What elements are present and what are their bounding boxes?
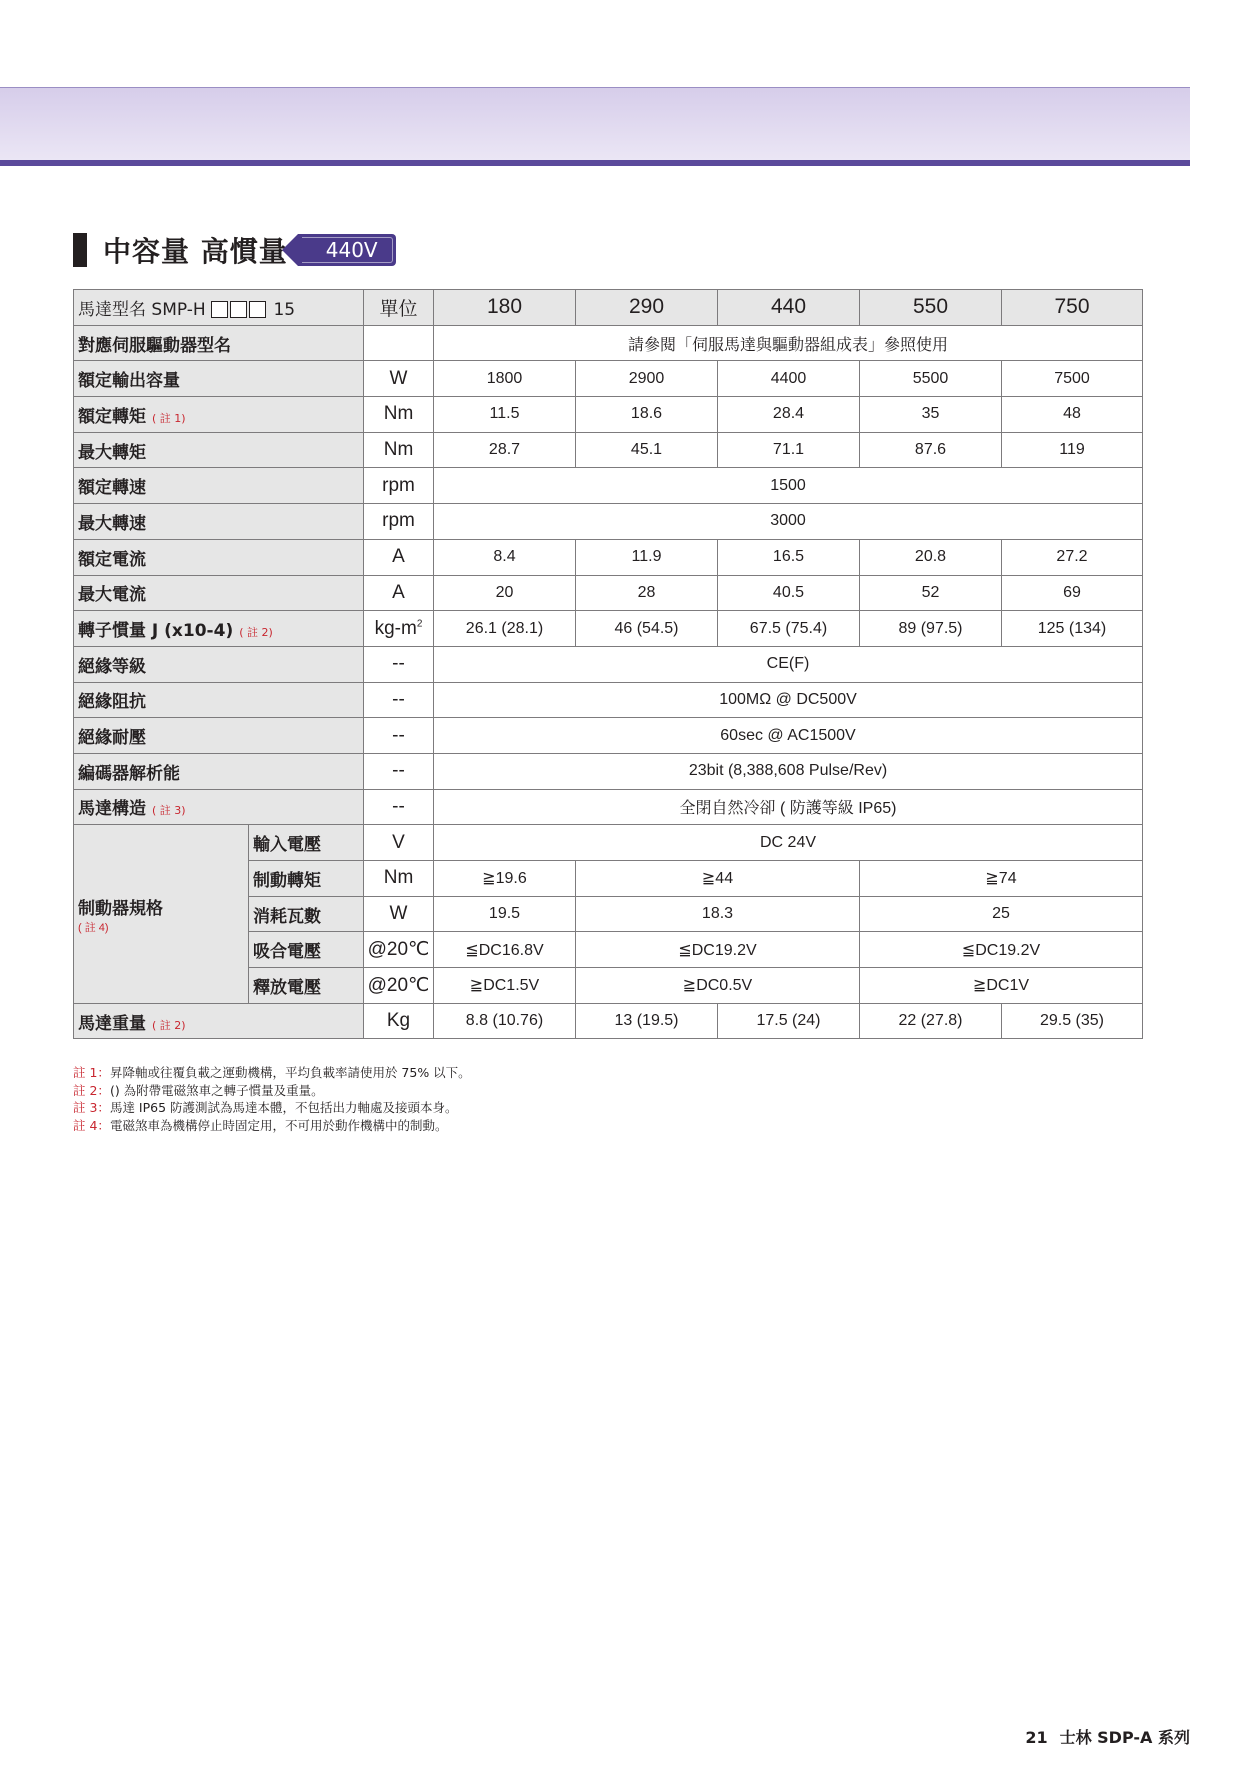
table-row [74, 397, 1143, 433]
value-cell: 11.9 [576, 539, 718, 575]
span-value-cell: 23bit (8,388,608 Pulse/Rev) [434, 753, 1143, 789]
unit-text: -- [392, 653, 405, 675]
unit-cell [364, 575, 434, 611]
note-tag: ( 註 3) [152, 804, 186, 818]
unit-text: -- [392, 760, 405, 782]
span-value-cell: 3000 [434, 504, 1143, 540]
brake-sub-label: 制動轉矩 [249, 861, 364, 897]
value-cell: 5500 [860, 361, 1002, 397]
unit-text: W [389, 903, 408, 925]
row-label-text: 編碼器解析能 [78, 763, 180, 784]
model-col-header: 290 [576, 290, 718, 326]
span-value-cell: 100MΩ @ DC500V [434, 682, 1143, 718]
unit-cell [364, 361, 434, 397]
value-cell: ≧44 [576, 861, 860, 897]
model-col-header: 550 [860, 290, 1002, 326]
row-label-text: 絕緣等級 [78, 656, 146, 677]
row-label-text: 絕緣耐壓 [78, 728, 146, 749]
brake-sub-label: 輸入電壓 [249, 825, 364, 861]
footnote: 註 4：電磁煞車為機構停止時固定用，不可用於動作機構中的制動。 [73, 1117, 448, 1133]
unit-text: A [392, 581, 405, 603]
unit-cell [364, 932, 434, 968]
brake-sub-label: 吸合電壓 [249, 932, 364, 968]
value-cell: ≧DC1V [860, 968, 1143, 1004]
value-cell: ≦DC16.8V [434, 932, 576, 968]
model-prefix: 馬達型名 SMP-H [78, 299, 206, 320]
span-value-cell: 1500 [434, 468, 1143, 504]
footnote: 註 2：() 為附帶電磁煞車之轉子慣量及重量。 [73, 1082, 324, 1098]
value-cell: 28 [576, 575, 718, 611]
value-cell: 7500 [1002, 361, 1143, 397]
row-label [74, 575, 364, 611]
value-cell: 69 [1002, 575, 1143, 611]
value-cell: 18.3 [576, 896, 860, 932]
unit-text: -- [392, 795, 405, 817]
note-tag: ( 註 2) [152, 1018, 186, 1032]
value-cell: 18.6 [576, 397, 718, 433]
value-cell: 1800 [434, 361, 576, 397]
value-cell: 8.4 [434, 539, 576, 575]
row-label [74, 1003, 364, 1039]
row-label-text: 最大轉矩 [78, 442, 146, 463]
model-placeholder-boxes [211, 300, 268, 320]
unit-text: Kg [386, 1010, 411, 1032]
unit-cell [364, 539, 434, 575]
table-row [74, 682, 1143, 718]
note-tag: ( 註 4) [78, 921, 109, 934]
unit-cell [364, 504, 434, 540]
value-cell: 89 (97.5) [860, 611, 1002, 647]
unit-text: @20℃ [367, 974, 430, 996]
value-cell: 40.5 [718, 575, 860, 611]
table-row [74, 646, 1143, 682]
value-cell: ≧74 [860, 861, 1143, 897]
unit-text: Nm [383, 867, 414, 889]
unit-text: -- [392, 688, 405, 710]
table-row [74, 539, 1143, 575]
value-cell: 67.5 (75.4) [718, 611, 860, 647]
table-row [74, 504, 1143, 540]
unit-text: V [392, 831, 405, 853]
row-label-text: 絕緣阻抗 [78, 692, 146, 713]
row-label [74, 361, 364, 397]
unit-cell [364, 1003, 434, 1039]
unit-text: @20℃ [367, 939, 430, 961]
unit-cell [364, 968, 434, 1004]
unit-text: A [392, 546, 405, 568]
row-label-text: 額定輸出容量 [78, 371, 180, 392]
note-tag: ( 註 2) [239, 626, 273, 640]
span-value-cell: 請參閱「伺服馬達與驅動器組成表」參照使用 [434, 325, 1143, 361]
value-cell: 26.1 (28.1) [434, 611, 576, 647]
value-cell: 11.5 [434, 397, 576, 433]
unit-cell [364, 325, 434, 361]
brake-sub-label: 釋放電壓 [249, 968, 364, 1004]
value-cell: 71.1 [718, 432, 860, 468]
value-cell: ≧DC1.5V [434, 968, 576, 1004]
row-label-text: 轉子慣量 J (x10-4) [78, 621, 234, 642]
table-row [74, 468, 1143, 504]
value-cell: 25 [860, 896, 1143, 932]
unit-text: rpm [382, 474, 415, 496]
value-cell: ≦DC19.2V [860, 932, 1143, 968]
value-cell: ≧19.6 [434, 861, 576, 897]
span-value-cell: 全閉自然冷卻 ( 防護等級 IP65) [434, 789, 1143, 825]
row-label-text: 額定轉矩 [78, 406, 146, 427]
row-label-text: 額定轉速 [78, 478, 146, 499]
value-cell: 45.1 [576, 432, 718, 468]
table-row [74, 753, 1143, 789]
value-cell: 19.5 [434, 896, 576, 932]
table-row [74, 432, 1143, 468]
unit-cell [364, 861, 434, 897]
span-value-cell: CE(F) [434, 646, 1143, 682]
row-label [74, 397, 364, 433]
value-cell: 125 (134) [1002, 611, 1143, 647]
value-cell: 2900 [576, 361, 718, 397]
span-value-cell: DC 24V [434, 825, 1143, 861]
row-label [74, 646, 364, 682]
brake-sub-label: 消耗瓦數 [249, 896, 364, 932]
row-label [74, 789, 364, 825]
value-cell: 29.5 (35) [1002, 1003, 1143, 1039]
section-title [73, 229, 396, 271]
table-row [74, 718, 1143, 754]
value-cell: 87.6 [860, 432, 1002, 468]
table-row [74, 325, 1143, 361]
value-cell: 48 [1002, 397, 1143, 433]
unit-cell [364, 611, 434, 647]
page-footer [1013, 1725, 1190, 1748]
table-row [74, 1003, 1143, 1039]
row-label-text: 對應伺服驅動器型名 [78, 335, 231, 356]
unit-text: Nm [383, 439, 414, 461]
unit-cell [364, 682, 434, 718]
row-label [74, 682, 364, 718]
model-col-header: 180 [434, 290, 576, 326]
value-cell: ≦DC19.2V [576, 932, 860, 968]
unit-superscript: 2 [416, 618, 423, 630]
value-cell: 35 [860, 397, 1002, 433]
series-name: 士林 SDP-A 系列 [1059, 1728, 1190, 1747]
unit-cell [364, 825, 434, 861]
unit-cell [364, 397, 434, 433]
model-suffix: 15 [273, 299, 296, 320]
model-col-header: 750 [1002, 290, 1143, 326]
row-label-text: 馬達重量 [78, 1013, 146, 1034]
unit-text: -- [392, 724, 405, 746]
table-row [74, 825, 1143, 861]
row-label [74, 753, 364, 789]
note-tag: ( 註 1) [152, 411, 186, 425]
row-label [74, 468, 364, 504]
row-label [74, 325, 364, 361]
title-marker [73, 233, 87, 267]
unit-header: 單位 [364, 290, 434, 326]
page-number: 21 [1025, 1728, 1048, 1747]
value-cell: 16.5 [718, 539, 860, 575]
footnote: 註 3：馬達 IP65 防護測試為馬達本體，不包括出力軸處及接頭本身。 [73, 1100, 458, 1115]
unit-text: kg-m [374, 617, 417, 639]
row-label-text: 馬達構造 [78, 799, 146, 820]
value-cell: 8.8 (10.76) [434, 1003, 576, 1039]
footnotes [73, 1064, 471, 1134]
row-label [74, 539, 364, 575]
unit-cell [364, 753, 434, 789]
header-band [0, 87, 1190, 160]
row-label [74, 432, 364, 468]
unit-text: Nm [383, 403, 414, 425]
spec-table [73, 289, 1143, 1039]
row-label-text: 最大轉速 [78, 513, 146, 534]
unit-text: W [389, 367, 408, 389]
model-name-header [74, 290, 364, 326]
unit-cell [364, 432, 434, 468]
voltage-badge: 440V [298, 234, 396, 266]
model-col-header: 440 [718, 290, 860, 326]
value-cell: 27.2 [1002, 539, 1143, 575]
unit-cell [364, 646, 434, 682]
row-label-text: 最大電流 [78, 585, 146, 606]
value-cell: ≧DC0.5V [576, 968, 860, 1004]
table-header-row [74, 290, 1143, 326]
table-row [74, 789, 1143, 825]
row-label [74, 611, 364, 647]
row-label-text: 額定電流 [78, 549, 146, 570]
value-cell: 28.7 [434, 432, 576, 468]
unit-cell [364, 718, 434, 754]
page-title: 中容量 高慣量 [103, 235, 288, 268]
span-value-cell: 60sec @ AC1500V [434, 718, 1143, 754]
row-label [74, 718, 364, 754]
value-cell: 52 [860, 575, 1002, 611]
header-band-line [0, 160, 1190, 166]
value-cell: 4400 [718, 361, 860, 397]
value-cell: 46 (54.5) [576, 611, 718, 647]
value-cell: 28.4 [718, 397, 860, 433]
unit-cell [364, 468, 434, 504]
value-cell: 119 [1002, 432, 1143, 468]
value-cell: 13 (19.5) [576, 1003, 718, 1039]
table-row [74, 361, 1143, 397]
footnote: 註 1：昇降軸或往覆負載之運動機構，平均負載率請使用於 75% 以下。 [73, 1065, 471, 1080]
brake-group-title: 制動器規格 [78, 898, 163, 919]
value-cell: 20 [434, 575, 576, 611]
unit-cell [364, 896, 434, 932]
value-cell: 22 (27.8) [860, 1003, 1002, 1039]
table-row [74, 575, 1143, 611]
unit-cell [364, 789, 434, 825]
value-cell: 20.8 [860, 539, 1002, 575]
unit-text: rpm [382, 510, 415, 532]
row-label [74, 504, 364, 540]
value-cell: 17.5 (24) [718, 1003, 860, 1039]
table-row [74, 611, 1143, 647]
brake-group-label [74, 825, 249, 1003]
